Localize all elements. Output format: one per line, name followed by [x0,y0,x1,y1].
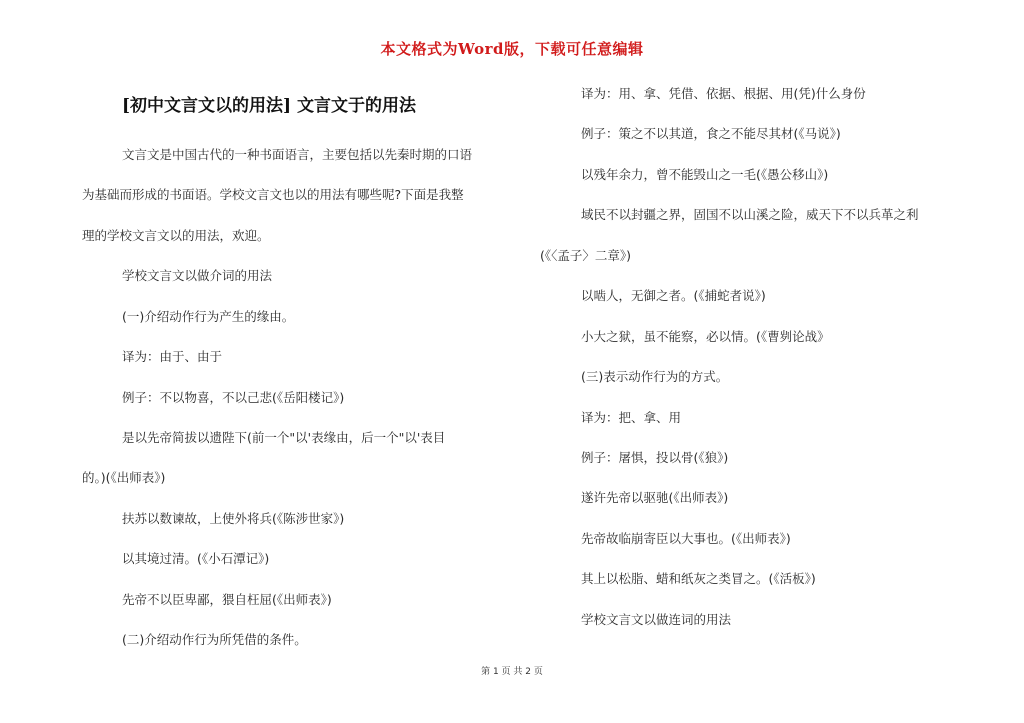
example-line: 以其境过清。(《小石潭记》) [122,551,270,566]
example-line: 遂许先帝以驱驰(《出师表》) [581,490,729,505]
section-heading: 学校文言文以做连词的用法 [581,612,732,627]
example-line: 例子：策之不以其道，食之不能尽其材(《马说》) [581,126,841,141]
page-number-footer: 第 1 页 共 2 页 [481,667,543,677]
example-line: 的。)(《出师表》) [82,470,166,485]
body-paragraph-line: 文言文是中国古代的一种书面语言，主要包括以先秦时期的口语 [122,147,473,162]
example-line: 以啮人，无御之者。(《捕蛇者说》) [581,288,766,303]
example-line: 先帝故临崩寄臣以大事也。(《出师表》) [581,531,791,546]
example-line: 扶苏以数谏故，上使外将兵(《陈涉世家》) [122,511,345,526]
subsection-heading: (二)介绍动作行为所凭借的条件。 [122,632,307,647]
example-line: 其上以松脂、蜡和纸灰之类冒之。(《活板》) [581,571,816,586]
body-paragraph-line: 理的学校文言文以的用法，欢迎。 [82,228,270,243]
example-line: 例子：屠惧，投以骨(《狼》) [581,450,729,465]
translation-line: 译为：由于、由于 [122,349,223,364]
example-line: 是以先帝简拔以遗陛下(前一个"以'表缘由，后一个"以'表目 [122,430,446,445]
translation-line: 译为：把、拿、用 [581,410,682,425]
example-line: 例子：不以物喜，不以己悲(《岳阳楼记》) [122,390,345,405]
right-column [512,0,1024,723]
example-line: 先帝不以臣卑鄙，猥自枉屈(《出师表》) [122,592,332,607]
subsection-heading: (三)表示动作行为的方式。 [581,369,729,384]
example-line: (《〈孟子〉二章》) [540,248,632,263]
download-banner: 本文格式为Word版，下载可任意编辑 [380,40,644,58]
example-line: 小大之狱，虽不能察，必以情。(《曹刿论战》 [581,329,830,344]
example-line: 以残年余力，曾不能毁山之一毛(《愚公移山》) [581,167,829,182]
section-heading: 学校文言文以做介词的用法 [122,268,273,283]
body-paragraph-line: 为基础而形成的书面语。学校文言文也以的用法有哪些呢?下面是我整 [82,187,464,202]
example-line: 域民不以封疆之界，固国不以山溪之险，威天下不以兵革之利 [581,207,919,222]
translation-line: 译为：用、拿、凭借、依据、根据、用(凭)什么身份 [581,86,866,101]
document-title: [初中文言文以的用法] 文言文于的用法 [122,96,417,116]
subsection-heading: (一)介绍动作行为产生的缘由。 [122,309,295,324]
